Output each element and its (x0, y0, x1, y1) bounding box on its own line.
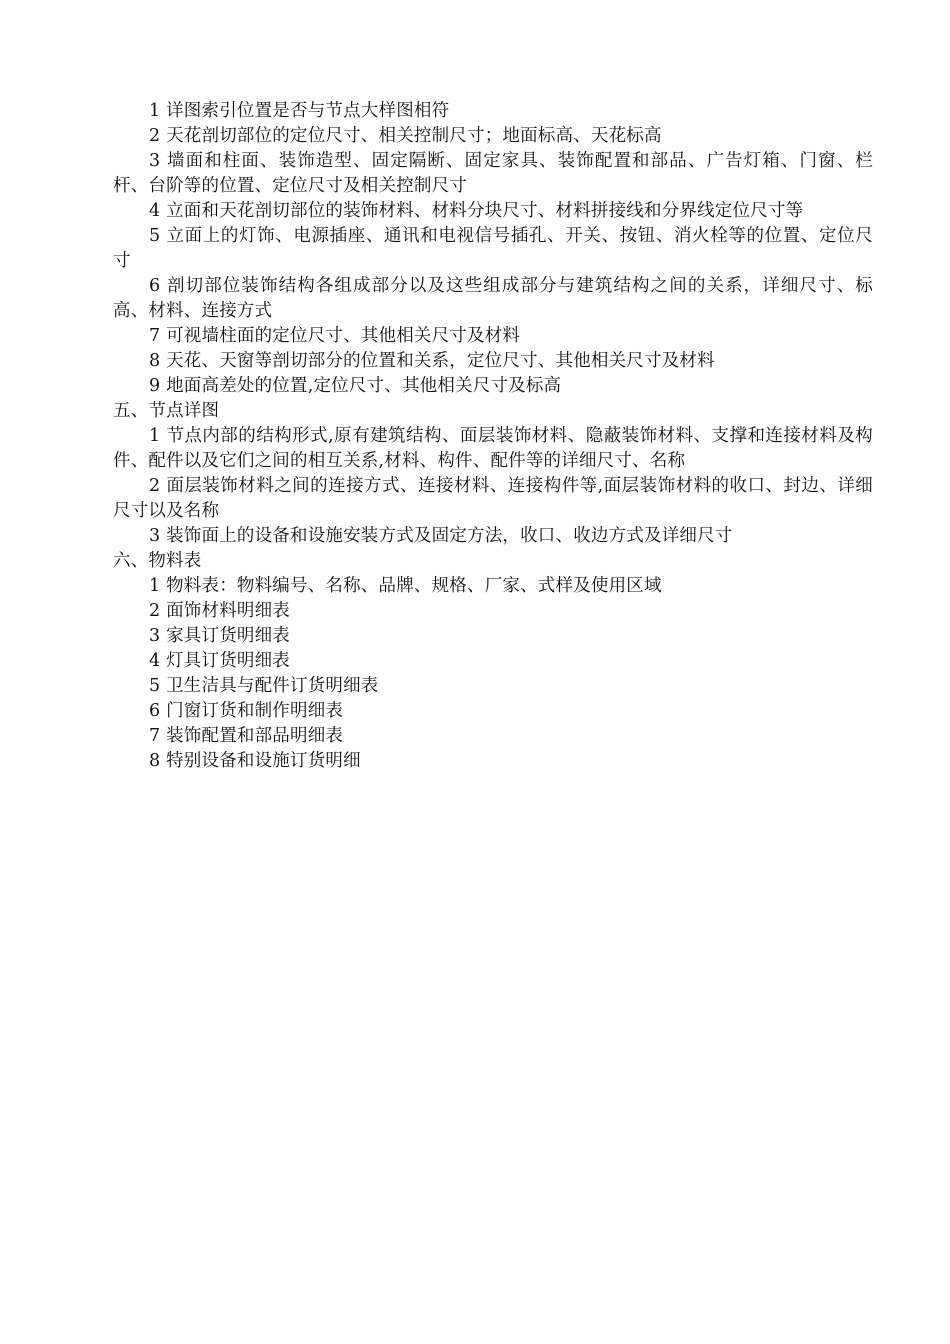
section-heading: 五、节点详图 (113, 401, 220, 421)
list-item: 2 面饰材料明细表 (149, 601, 290, 621)
list-item: 3 墙面和柱面、装饰造型、固定隔断、固定家具、装饰配置和部品、广告灯箱、门窗、栏杆、台阶等的位置、定位尺寸及相关控制尺寸 (113, 151, 873, 196)
list-item: 1 物料表：物料编号、名称、品牌、规格、厂家、式样及使用区域 (149, 576, 662, 596)
list-item: 6 剖切部位装饰结构各组成部分以及这些组成部分与建筑结构之间的关系，详细尺寸、标高、材料、连接方式 (113, 276, 873, 321)
document-body (113, 99, 873, 774)
list-item: 1 节点内部的结构形式,原有建筑结构、面层装饰材料、隐蔽装饰材料、支撑和连接材料及构件、配件以及它们之间的相互关系,材料、构件、配件等的详细尺寸、名称 (113, 426, 873, 471)
list-item: 8 天花、天窗等剖切部分的位置和关系，定位尺寸、其他相关尺寸及材料 (149, 351, 715, 371)
list-item: 5 立面上的灯饰、电源插座、通讯和电视信号插孔、开关、按钮、消火栓等的位置、定位尺寸 (113, 226, 873, 271)
list-item: 4 立面和天花剖切部位的装饰材料、材料分块尺寸、材料拼接线和分界线定位尺寸等 (149, 201, 804, 221)
list-item: 6 门窗订货和制作明细表 (149, 701, 344, 721)
list-item: 1 详图索引位置是否与节点大样图相符 (149, 101, 450, 121)
list-item: 2 天花剖切部位的定位尺寸、相关控制尺寸；地面标高、天花标高 (149, 126, 662, 146)
list-item: 3 家具订货明细表 (149, 626, 290, 646)
list-item: 7 可视墙柱面的定位尺寸、其他相关尺寸及材料 (149, 326, 521, 346)
list-item: 7 装饰配置和部品明细表 (149, 726, 344, 746)
list-item: 4 灯具订货明细表 (149, 651, 290, 671)
list-item: 5 卫生洁具与配件订货明细表 (149, 676, 379, 696)
list-item: 2 面层装饰材料之间的连接方式、连接材料、连接构件等,面层装饰材料的收口、封边、详细尺寸以及名称 (113, 476, 873, 521)
list-item: 9 地面高差处的位置,定位尺寸、其他相关尺寸及标高 (149, 376, 562, 396)
list-item: 8 特别设备和设施订货明细 (149, 751, 361, 771)
list-item: 3 装饰面上的设备和设施安装方式及固定方法，收口、收边方式及详细尺寸 (149, 526, 733, 546)
section-heading: 六、物料表 (113, 551, 202, 571)
